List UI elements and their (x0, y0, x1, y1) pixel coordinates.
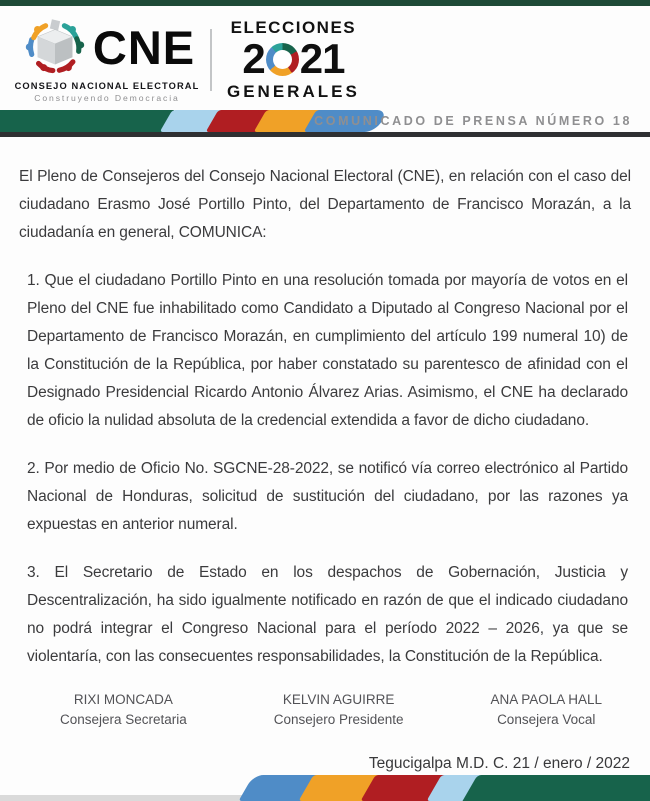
footer-ribbon (0, 775, 650, 801)
date-line: Tegucigalpa M.D. C. 21 / enero / 2022 (368, 755, 630, 772)
cne-logo (14, 16, 200, 103)
generales-label: GENERALES (227, 82, 360, 101)
signatory-name: ANA PAOLA HALL (490, 692, 602, 707)
signature-presidente (274, 690, 404, 731)
signatory-name: RIXI MONCADA (73, 692, 173, 707)
ribbon-green (0, 110, 174, 132)
cne-wordmark: CNE (92, 20, 196, 74)
elections-2021-logo (227, 19, 360, 100)
header (0, 16, 650, 103)
org-name: CONSEJO NACIONAL ELECTORAL (14, 81, 200, 91)
year-digit-prefix: 2 (242, 35, 265, 82)
year-digit-suffix: 21 (299, 35, 345, 82)
election-year-ring-icon (266, 43, 299, 76)
ballot-box-icon (19, 16, 91, 78)
paragraph-2: 2. Por medio de Oficio No. SGCNE-28-2022, se notificó vía correo electrónico al Partido Nacional de Honduras, solicitud de sustitución del ciudadano, por las razones ya expuestas en anterior numeral. (27, 460, 628, 533)
signature-vocal (490, 690, 602, 731)
paragraph-1: 1. Que el ciudadano Portillo Pinto en una resolución tomada por mayoría de votos en el Pleno del CNE fue inhabilitado como Candidato a Diputado al Congreso Nacional por el Departamento de Francisco Morazán, en cumplimiento del artículo 199 numeral 10) de la Constitución de la República, por haber constatado su parentesco de afinidad con el Designado Presidencial Ricardo Antonio Álvarez Arias. Asimismo, el CNE ha declarado de oficio la nulidad absoluta de la credencial extendida a favor de dicho ciudadano. (27, 272, 628, 429)
signatory-title: Consejera Vocal (497, 712, 596, 728)
signature-secretaria (60, 690, 187, 731)
elections-label: ELECCIONES (230, 18, 357, 37)
press-release-title: COMUNICADO DE PRENSA NÚMERO 18 (314, 114, 632, 128)
signatory-name: KELVIN AGUIRRE (282, 692, 395, 707)
org-tagline: Construyendo Democracia (34, 93, 180, 103)
signatory-title: Consejero Presidente (273, 712, 404, 728)
press-banner (0, 110, 650, 137)
signatory-title: Consejera Secretaria (60, 712, 187, 728)
document-body (0, 137, 650, 671)
top-green-bar (0, 0, 650, 6)
logo-divider (210, 29, 212, 91)
signatures-row (0, 690, 650, 731)
paragraph-3: 3. El Secretario de Estado en los despachos de Gobernación, Justicia y Descentralización, ha sido igualmente notificado en razón de que el indicado ciudadano no podrá integrar el Congreso Nacional para el período 2022 – 2026, ya que se violentaría, con las consecuentes responsabilidades, la Constitución de la República. (27, 564, 628, 665)
footer-ribbon-green (462, 775, 650, 801)
intro-paragraph: El Pleno de Consejeros del Consejo Nacional Electoral (CNE), en relación con el caso del ciudadano Erasmo José Portillo Pinto, del Departamento de Francisco Morazán, a la ciudadanía en general, COMUNICA: (19, 168, 631, 241)
